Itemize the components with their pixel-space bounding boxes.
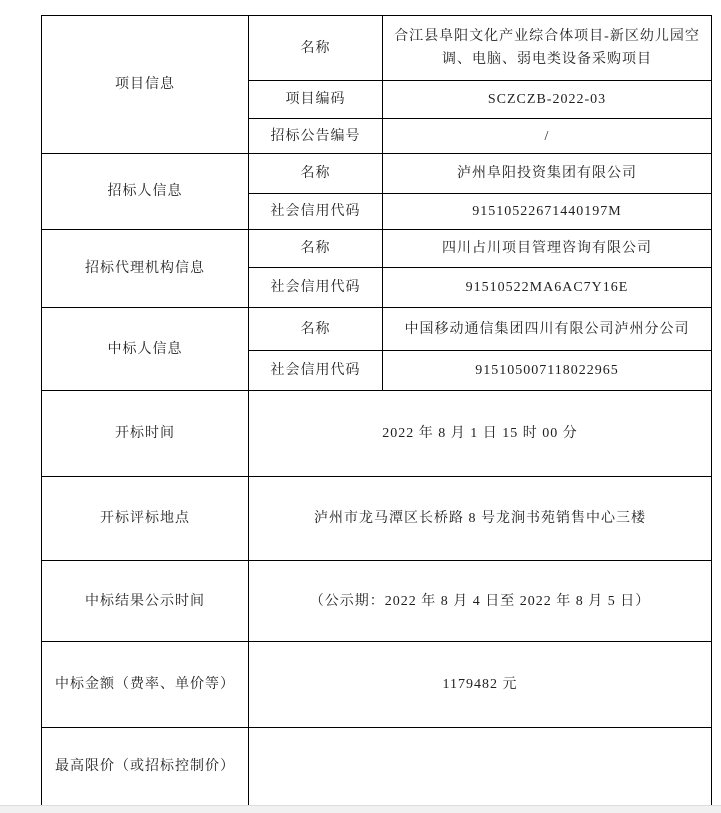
section-label-tenderer-info: 招标人信息 xyxy=(42,154,249,230)
winner-credit-code-value: 915105007118022965 xyxy=(383,351,712,391)
winner-name-label: 名称 xyxy=(249,308,383,351)
tenderer-credit-code-label: 社会信用代码 xyxy=(249,194,383,230)
project-code-value: SCZCZB-2022-03 xyxy=(383,81,712,119)
max-price-value xyxy=(249,728,712,806)
announcement-no-label: 招标公告编号 xyxy=(249,119,383,154)
winner-name-value: 中国移动通信集团四川有限公司泸州分公司 xyxy=(383,308,712,351)
section-label-agency-info: 招标代理机构信息 xyxy=(42,230,249,308)
agency-name-value: 四川占川项目管理咨询有限公司 xyxy=(383,230,712,268)
bid-opening-place-label: 开标评标地点 xyxy=(42,477,249,561)
page-bottom-strip xyxy=(0,805,721,813)
tenderer-name-value: 泸州阜阳投资集团有限公司 xyxy=(383,154,712,194)
project-name-value: 合江县阜阳文化产业综合体项目-新区幼儿园空调、电脑、弱电类设备采购项目 xyxy=(383,16,712,81)
project-name-label: 名称 xyxy=(249,16,383,81)
bid-opening-place-value: 泸州市龙马潭区长桥路 8 号龙涧书苑销售中心三楼 xyxy=(249,477,712,561)
project-code-label: 项目编码 xyxy=(249,81,383,119)
result-publicity-time-label: 中标结果公示时间 xyxy=(42,561,249,642)
max-price-label: 最高限价（或招标控制价） xyxy=(42,728,249,806)
bid-opening-time-value: 2022 年 8 月 1 日 15 时 00 分 xyxy=(249,391,712,477)
section-label-project-info: 项目信息 xyxy=(42,16,249,154)
winner-credit-code-label: 社会信用代码 xyxy=(249,351,383,391)
bid-opening-time-label: 开标时间 xyxy=(42,391,249,477)
agency-name-label: 名称 xyxy=(249,230,383,268)
agency-credit-code-value: 91510522MA6AC7Y16E xyxy=(383,268,712,308)
announcement-no-value: / xyxy=(383,119,712,154)
section-label-winner-info: 中标人信息 xyxy=(42,308,249,391)
bid-result-table xyxy=(41,15,712,806)
winning-amount-label: 中标金额（费率、单价等） xyxy=(42,642,249,728)
result-publicity-time-value: （公示期：2022 年 8 月 4 日至 2022 年 8 月 5 日） xyxy=(249,561,712,642)
tenderer-name-label: 名称 xyxy=(249,154,383,194)
winning-amount-value: 1179482 元 xyxy=(249,642,712,728)
agency-credit-code-label: 社会信用代码 xyxy=(249,268,383,308)
tenderer-credit-code-value: 91510522671440197M xyxy=(383,194,712,230)
